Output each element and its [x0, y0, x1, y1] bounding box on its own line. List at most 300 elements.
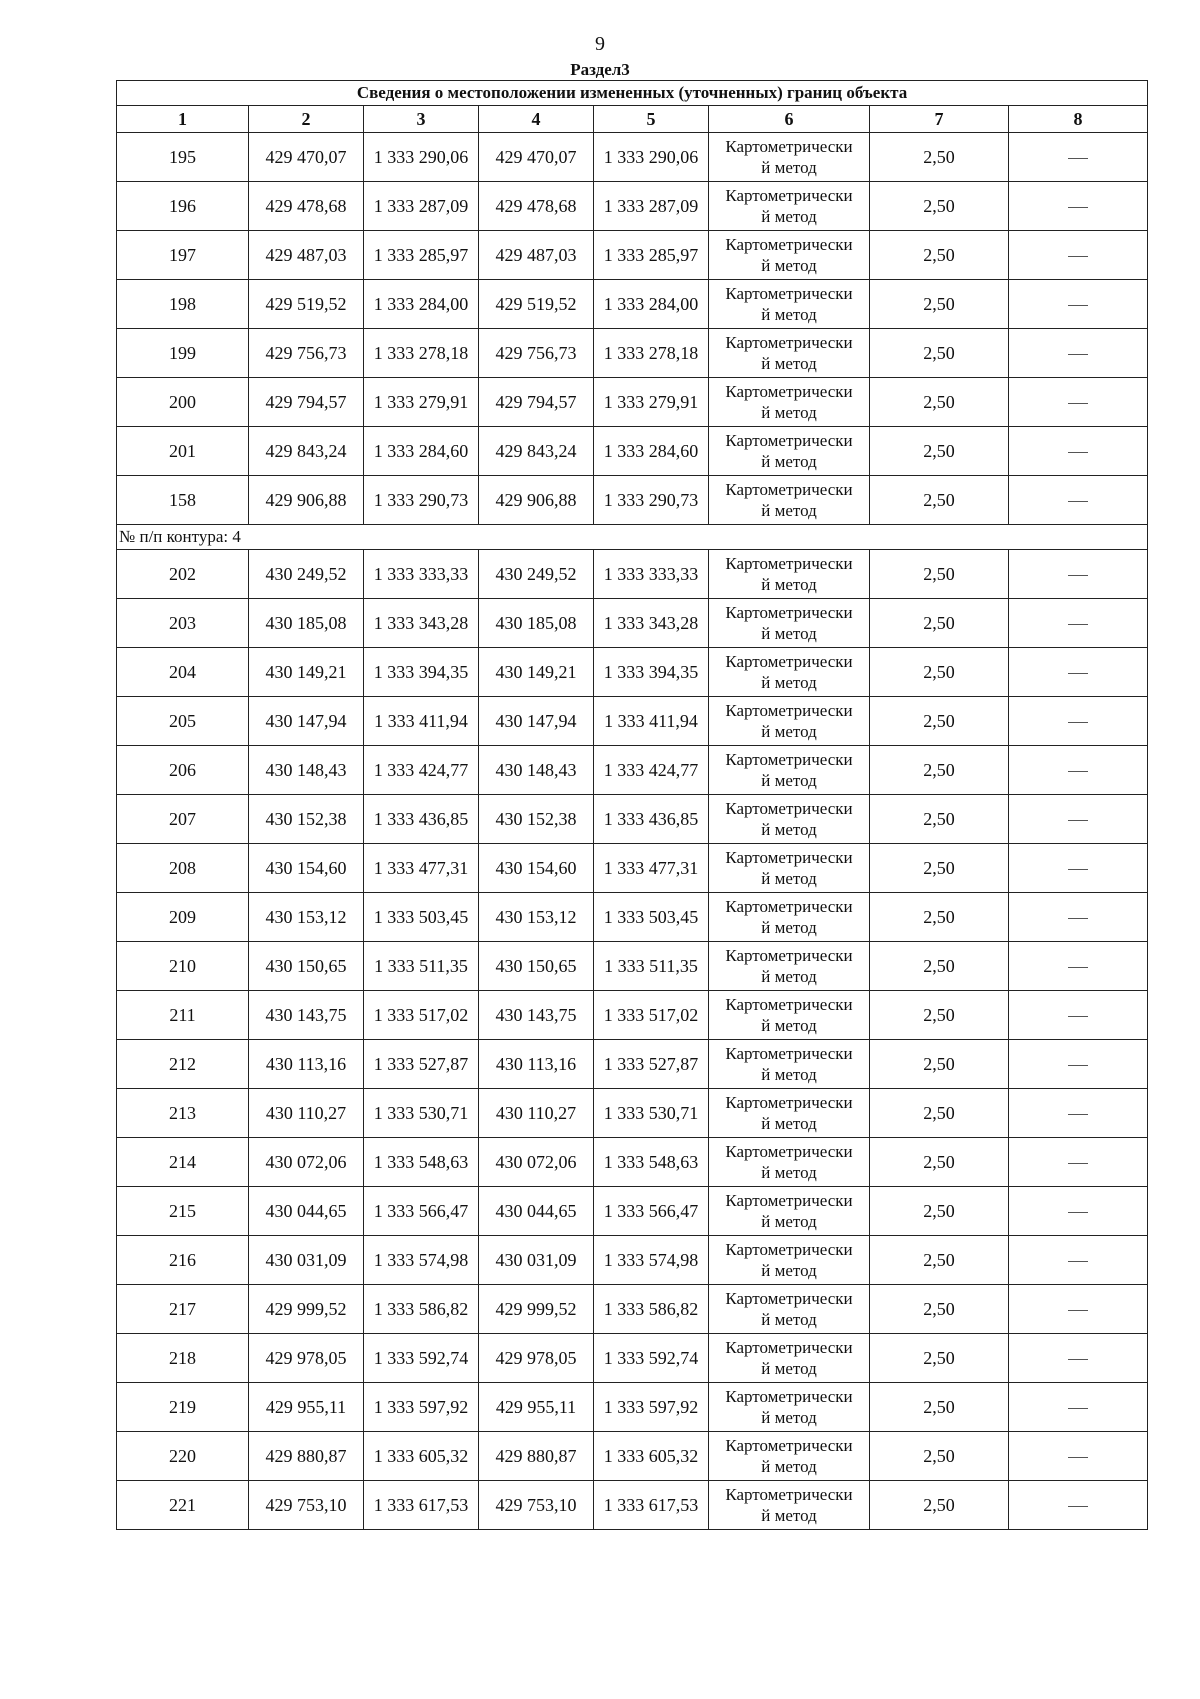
- method-cell: [709, 844, 870, 893]
- y-old-cell: 1 333 343,28: [364, 599, 479, 648]
- x-old-cell: 429 978,05: [249, 1334, 364, 1383]
- empty-value-cell: [1009, 1334, 1148, 1383]
- x-old-cell: 430 152,38: [249, 795, 364, 844]
- empty-value-cell: [1009, 648, 1148, 697]
- column-number-row: [117, 106, 1148, 133]
- point-number-cell: 195: [117, 133, 249, 182]
- method-text-line-2: й метод: [761, 403, 817, 422]
- method-text-line-2: й метод: [761, 918, 817, 937]
- method-cell: [709, 378, 870, 427]
- point-number-cell: 217: [117, 1285, 249, 1334]
- y-new-cell: 1 333 278,18: [594, 329, 709, 378]
- y-old-cell: 1 333 574,98: [364, 1236, 479, 1285]
- dash-icon: [1068, 1163, 1088, 1164]
- method-cell: [709, 1040, 870, 1089]
- dash-icon: [1068, 1016, 1088, 1017]
- empty-value-cell: [1009, 795, 1148, 844]
- y-old-cell: 1 333 548,63: [364, 1138, 479, 1187]
- y-new-cell: 1 333 284,60: [594, 427, 709, 476]
- method-text-line-1: Картометрически: [725, 701, 853, 720]
- point-number-cell: 206: [117, 746, 249, 795]
- x-new-cell: 429 999,52: [479, 1285, 594, 1334]
- method-cell: [709, 1285, 870, 1334]
- method-text-line-2: й метод: [761, 1212, 817, 1231]
- method-text-line-1: Картометрически: [725, 946, 853, 965]
- method-cell: [709, 648, 870, 697]
- method-text-line-2: й метод: [761, 354, 817, 373]
- x-new-cell: 429 794,57: [479, 378, 594, 427]
- x-old-cell: 430 072,06: [249, 1138, 364, 1187]
- y-new-cell: 1 333 527,87: [594, 1040, 709, 1089]
- y-old-cell: 1 333 527,87: [364, 1040, 479, 1089]
- method-text-line-1: Картометрически: [725, 652, 853, 671]
- table-row: [117, 746, 1148, 795]
- dash-icon: [1068, 1065, 1088, 1066]
- empty-value-cell: [1009, 697, 1148, 746]
- dash-icon: [1068, 403, 1088, 404]
- y-old-cell: 1 333 566,47: [364, 1187, 479, 1236]
- x-new-cell: 430 153,12: [479, 893, 594, 942]
- x-old-cell: 429 843,24: [249, 427, 364, 476]
- x-new-cell: 430 072,06: [479, 1138, 594, 1187]
- precision-cell: 2,50: [870, 844, 1009, 893]
- method-cell: [709, 133, 870, 182]
- precision-cell: 2,50: [870, 1334, 1009, 1383]
- x-new-cell: 430 249,52: [479, 550, 594, 599]
- empty-value-cell: [1009, 844, 1148, 893]
- empty-value-cell: [1009, 893, 1148, 942]
- method-cell: [709, 231, 870, 280]
- method-cell: [709, 329, 870, 378]
- x-new-cell: 429 906,88: [479, 476, 594, 525]
- point-number-cell: 201: [117, 427, 249, 476]
- method-cell: [709, 991, 870, 1040]
- y-new-cell: 1 333 343,28: [594, 599, 709, 648]
- empty-value-cell: [1009, 1383, 1148, 1432]
- empty-value-cell: [1009, 182, 1148, 231]
- point-number-cell: 200: [117, 378, 249, 427]
- precision-cell: 2,50: [870, 746, 1009, 795]
- x-new-cell: 429 843,24: [479, 427, 594, 476]
- method-cell: [709, 1481, 870, 1530]
- y-old-cell: 1 333 278,18: [364, 329, 479, 378]
- x-old-cell: 430 150,65: [249, 942, 364, 991]
- method-text-line-2: й метод: [761, 1114, 817, 1133]
- column-number: 1: [117, 106, 249, 133]
- method-text-line-2: й метод: [761, 1065, 817, 1084]
- method-cell: [709, 893, 870, 942]
- precision-cell: 2,50: [870, 991, 1009, 1040]
- table-row: [117, 550, 1148, 599]
- method-text-line-1: Картометрически: [725, 1044, 853, 1063]
- point-number-cell: 202: [117, 550, 249, 599]
- y-old-cell: 1 333 617,53: [364, 1481, 479, 1530]
- table-caption: Сведения о местоположении измененных (уточненных) границ объекта: [117, 81, 1148, 106]
- y-new-cell: 1 333 617,53: [594, 1481, 709, 1530]
- column-number: 8: [1009, 106, 1148, 133]
- y-new-cell: 1 333 586,82: [594, 1285, 709, 1334]
- page-number: 9: [595, 33, 605, 55]
- y-old-cell: 1 333 290,06: [364, 133, 479, 182]
- y-new-cell: 1 333 605,32: [594, 1432, 709, 1481]
- y-new-cell: 1 333 290,06: [594, 133, 709, 182]
- precision-cell: 2,50: [870, 1187, 1009, 1236]
- x-old-cell: 430 147,94: [249, 697, 364, 746]
- precision-cell: 2,50: [870, 795, 1009, 844]
- precision-cell: 2,50: [870, 1481, 1009, 1530]
- x-new-cell: 430 031,09: [479, 1236, 594, 1285]
- point-number-cell: 198: [117, 280, 249, 329]
- boundary-coordinates-table: [116, 80, 1148, 1530]
- x-old-cell: 429 487,03: [249, 231, 364, 280]
- y-old-cell: 1 333 530,71: [364, 1089, 479, 1138]
- dash-icon: [1068, 722, 1088, 723]
- table-row: [117, 795, 1148, 844]
- precision-cell: 2,50: [870, 1138, 1009, 1187]
- column-number: 5: [594, 106, 709, 133]
- empty-value-cell: [1009, 991, 1148, 1040]
- dash-icon: [1068, 624, 1088, 625]
- precision-cell: 2,50: [870, 329, 1009, 378]
- empty-value-cell: [1009, 550, 1148, 599]
- y-new-cell: 1 333 424,77: [594, 746, 709, 795]
- empty-value-cell: [1009, 231, 1148, 280]
- method-text-line-2: й метод: [761, 820, 817, 839]
- y-old-cell: 1 333 592,74: [364, 1334, 479, 1383]
- method-text-line-1: Картометрически: [725, 1387, 853, 1406]
- point-number-cell: 220: [117, 1432, 249, 1481]
- y-old-cell: 1 333 287,09: [364, 182, 479, 231]
- x-old-cell: 429 519,52: [249, 280, 364, 329]
- empty-value-cell: [1009, 1040, 1148, 1089]
- y-new-cell: 1 333 287,09: [594, 182, 709, 231]
- dash-icon: [1068, 256, 1088, 257]
- precision-cell: 2,50: [870, 697, 1009, 746]
- table-row: [117, 1334, 1148, 1383]
- x-old-cell: 429 794,57: [249, 378, 364, 427]
- table-row: [117, 1236, 1148, 1285]
- x-old-cell: 430 153,12: [249, 893, 364, 942]
- y-new-cell: 1 333 279,91: [594, 378, 709, 427]
- method-text-line-1: Картометрически: [725, 1093, 853, 1112]
- x-new-cell: 430 150,65: [479, 942, 594, 991]
- x-old-cell: 430 044,65: [249, 1187, 364, 1236]
- x-new-cell: 430 044,65: [479, 1187, 594, 1236]
- point-number-cell: 209: [117, 893, 249, 942]
- method-text-line-1: Картометрически: [725, 848, 853, 867]
- precision-cell: 2,50: [870, 599, 1009, 648]
- x-old-cell: 429 955,11: [249, 1383, 364, 1432]
- point-number-cell: 214: [117, 1138, 249, 1187]
- column-number: 4: [479, 106, 594, 133]
- y-new-cell: 1 333 548,63: [594, 1138, 709, 1187]
- point-number-cell: 199: [117, 329, 249, 378]
- method-text-line-1: Картометрически: [725, 186, 853, 205]
- precision-cell: 2,50: [870, 133, 1009, 182]
- x-old-cell: 429 756,73: [249, 329, 364, 378]
- table-row: [117, 1285, 1148, 1334]
- dash-icon: [1068, 1114, 1088, 1115]
- table-row: [117, 1432, 1148, 1481]
- method-text-line-1: Картометрически: [725, 897, 853, 916]
- y-new-cell: 1 333 592,74: [594, 1334, 709, 1383]
- contour-label: № п/п контура: 4: [117, 525, 1148, 550]
- point-number-cell: 212: [117, 1040, 249, 1089]
- table-row: [117, 231, 1148, 280]
- empty-value-cell: [1009, 476, 1148, 525]
- empty-value-cell: [1009, 1432, 1148, 1481]
- dash-icon: [1068, 1506, 1088, 1507]
- dash-icon: [1068, 1408, 1088, 1409]
- dash-icon: [1068, 354, 1088, 355]
- dash-icon: [1068, 207, 1088, 208]
- x-old-cell: 430 149,21: [249, 648, 364, 697]
- method-text-line-1: Картометрически: [725, 1240, 853, 1259]
- point-number-cell: 215: [117, 1187, 249, 1236]
- point-number-cell: 208: [117, 844, 249, 893]
- table-row: [117, 893, 1148, 942]
- y-old-cell: 1 333 333,33: [364, 550, 479, 599]
- dash-icon: [1068, 820, 1088, 821]
- y-old-cell: 1 333 285,97: [364, 231, 479, 280]
- point-number-cell: 218: [117, 1334, 249, 1383]
- y-new-cell: 1 333 290,73: [594, 476, 709, 525]
- table-row: [117, 1481, 1148, 1530]
- precision-cell: 2,50: [870, 1383, 1009, 1432]
- dash-icon: [1068, 967, 1088, 968]
- y-new-cell: 1 333 411,94: [594, 697, 709, 746]
- method-cell: [709, 697, 870, 746]
- y-new-cell: 1 333 566,47: [594, 1187, 709, 1236]
- dash-icon: [1068, 501, 1088, 502]
- x-old-cell: 430 249,52: [249, 550, 364, 599]
- x-new-cell: 429 955,11: [479, 1383, 594, 1432]
- method-text-line-2: й метод: [761, 501, 817, 520]
- y-new-cell: 1 333 394,35: [594, 648, 709, 697]
- dash-icon: [1068, 1359, 1088, 1360]
- method-cell: [709, 1432, 870, 1481]
- x-new-cell: 429 470,07: [479, 133, 594, 182]
- x-old-cell: 429 753,10: [249, 1481, 364, 1530]
- point-number-cell: 221: [117, 1481, 249, 1530]
- method-text-line-2: й метод: [761, 967, 817, 986]
- method-cell: [709, 1236, 870, 1285]
- method-text-line-2: й метод: [761, 1457, 817, 1476]
- dash-icon: [1068, 305, 1088, 306]
- y-new-cell: 1 333 530,71: [594, 1089, 709, 1138]
- y-new-cell: 1 333 284,00: [594, 280, 709, 329]
- x-new-cell: 430 113,16: [479, 1040, 594, 1089]
- y-new-cell: 1 333 436,85: [594, 795, 709, 844]
- point-number-cell: 219: [117, 1383, 249, 1432]
- precision-cell: 2,50: [870, 1432, 1009, 1481]
- table-row: [117, 648, 1148, 697]
- empty-value-cell: [1009, 1285, 1148, 1334]
- dash-icon: [1068, 452, 1088, 453]
- empty-value-cell: [1009, 1138, 1148, 1187]
- method-text-line-2: й метод: [761, 673, 817, 692]
- table-row: [117, 1187, 1148, 1236]
- x-old-cell: 430 154,60: [249, 844, 364, 893]
- method-text-line-1: Картометрически: [725, 995, 853, 1014]
- table-row: [117, 329, 1148, 378]
- precision-cell: 2,50: [870, 182, 1009, 231]
- method-text-line-1: Картометрически: [725, 750, 853, 769]
- table-body: [117, 133, 1148, 1530]
- method-text-line-2: й метод: [761, 771, 817, 790]
- y-new-cell: 1 333 574,98: [594, 1236, 709, 1285]
- method-text-line-1: Картометрически: [725, 284, 853, 303]
- dash-icon: [1068, 1310, 1088, 1311]
- table-row: [117, 844, 1148, 893]
- x-old-cell: 430 031,09: [249, 1236, 364, 1285]
- y-new-cell: 1 333 477,31: [594, 844, 709, 893]
- table-row: [117, 427, 1148, 476]
- x-new-cell: 429 487,03: [479, 231, 594, 280]
- y-old-cell: 1 333 586,82: [364, 1285, 479, 1334]
- point-number-cell: 216: [117, 1236, 249, 1285]
- method-text-line-1: Картометрически: [725, 1485, 853, 1504]
- empty-value-cell: [1009, 329, 1148, 378]
- x-old-cell: 429 470,07: [249, 133, 364, 182]
- method-text-line-1: Картометрически: [725, 799, 853, 818]
- empty-value-cell: [1009, 427, 1148, 476]
- method-text-line-1: Картометрически: [725, 1338, 853, 1357]
- y-old-cell: 1 333 597,92: [364, 1383, 479, 1432]
- method-text-line-2: й метод: [761, 1359, 817, 1378]
- method-text-line-1: Картометрически: [725, 431, 853, 450]
- method-cell: [709, 427, 870, 476]
- point-number-cell: 211: [117, 991, 249, 1040]
- y-new-cell: 1 333 285,97: [594, 231, 709, 280]
- x-new-cell: 430 185,08: [479, 599, 594, 648]
- y-new-cell: 1 333 333,33: [594, 550, 709, 599]
- y-old-cell: 1 333 517,02: [364, 991, 479, 1040]
- empty-value-cell: [1009, 599, 1148, 648]
- x-new-cell: 429 880,87: [479, 1432, 594, 1481]
- y-new-cell: 1 333 511,35: [594, 942, 709, 991]
- precision-cell: 2,50: [870, 378, 1009, 427]
- method-text-line-1: Картометрически: [725, 137, 853, 156]
- method-text-line-1: Картометрически: [725, 1289, 853, 1308]
- y-new-cell: 1 333 503,45: [594, 893, 709, 942]
- y-old-cell: 1 333 436,85: [364, 795, 479, 844]
- method-cell: [709, 476, 870, 525]
- x-new-cell: 429 978,05: [479, 1334, 594, 1383]
- dash-icon: [1068, 1457, 1088, 1458]
- empty-value-cell: [1009, 280, 1148, 329]
- x-new-cell: 429 756,73: [479, 329, 594, 378]
- method-cell: [709, 1383, 870, 1432]
- column-number: 2: [249, 106, 364, 133]
- y-old-cell: 1 333 284,60: [364, 427, 479, 476]
- table-row: [117, 942, 1148, 991]
- precision-cell: 2,50: [870, 648, 1009, 697]
- method-cell: [709, 182, 870, 231]
- empty-value-cell: [1009, 746, 1148, 795]
- table-row: [117, 1089, 1148, 1138]
- method-cell: [709, 280, 870, 329]
- method-text-line-2: й метод: [761, 256, 817, 275]
- x-new-cell: 430 154,60: [479, 844, 594, 893]
- dash-icon: [1068, 158, 1088, 159]
- x-old-cell: 430 143,75: [249, 991, 364, 1040]
- method-text-line-2: й метод: [761, 1163, 817, 1182]
- y-old-cell: 1 333 424,77: [364, 746, 479, 795]
- empty-value-cell: [1009, 1481, 1148, 1530]
- x-new-cell: 430 149,21: [479, 648, 594, 697]
- precision-cell: 2,50: [870, 231, 1009, 280]
- empty-value-cell: [1009, 942, 1148, 991]
- method-cell: [709, 550, 870, 599]
- x-old-cell: 429 880,87: [249, 1432, 364, 1481]
- y-old-cell: 1 333 605,32: [364, 1432, 479, 1481]
- x-old-cell: 430 148,43: [249, 746, 364, 795]
- method-text-line-1: Картометрически: [725, 235, 853, 254]
- table-row: [117, 1040, 1148, 1089]
- dash-icon: [1068, 575, 1088, 576]
- y-old-cell: 1 333 511,35: [364, 942, 479, 991]
- y-old-cell: 1 333 411,94: [364, 697, 479, 746]
- y-old-cell: 1 333 290,73: [364, 476, 479, 525]
- method-text-line-1: Картометрически: [725, 1191, 853, 1210]
- empty-value-cell: [1009, 133, 1148, 182]
- x-old-cell: 429 906,88: [249, 476, 364, 525]
- dash-icon: [1068, 918, 1088, 919]
- method-text-line-2: й метод: [761, 305, 817, 324]
- precision-cell: 2,50: [870, 427, 1009, 476]
- table-row: [117, 1383, 1148, 1432]
- x-new-cell: 429 519,52: [479, 280, 594, 329]
- y-old-cell: 1 333 394,35: [364, 648, 479, 697]
- method-text-line-2: й метод: [761, 869, 817, 888]
- x-new-cell: 430 147,94: [479, 697, 594, 746]
- column-number: 3: [364, 106, 479, 133]
- method-text-line-2: й метод: [761, 452, 817, 471]
- method-text-line-1: Картометрически: [725, 480, 853, 499]
- method-text-line-2: й метод: [761, 207, 817, 226]
- table-row: [117, 182, 1148, 231]
- y-old-cell: 1 333 477,31: [364, 844, 479, 893]
- dash-icon: [1068, 1212, 1088, 1213]
- x-old-cell: 430 185,08: [249, 599, 364, 648]
- point-number-cell: 207: [117, 795, 249, 844]
- y-old-cell: 1 333 284,00: [364, 280, 479, 329]
- table-row: [117, 133, 1148, 182]
- y-new-cell: 1 333 597,92: [594, 1383, 709, 1432]
- point-number-cell: 197: [117, 231, 249, 280]
- method-text-line-1: Картометрически: [725, 603, 853, 622]
- x-old-cell: 430 110,27: [249, 1089, 364, 1138]
- method-text-line-1: Картометрически: [725, 382, 853, 401]
- method-cell: [709, 1089, 870, 1138]
- x-old-cell: 429 478,68: [249, 182, 364, 231]
- method-text-line-2: й метод: [761, 722, 817, 741]
- contour-row: [117, 525, 1148, 550]
- point-number-cell: 213: [117, 1089, 249, 1138]
- point-number-cell: 203: [117, 599, 249, 648]
- precision-cell: 2,50: [870, 942, 1009, 991]
- table-row: [117, 697, 1148, 746]
- empty-value-cell: [1009, 1089, 1148, 1138]
- point-number-cell: 210: [117, 942, 249, 991]
- table-row: [117, 280, 1148, 329]
- x-new-cell: 429 478,68: [479, 182, 594, 231]
- y-new-cell: 1 333 517,02: [594, 991, 709, 1040]
- method-cell: [709, 746, 870, 795]
- method-text-line-1: Картометрически: [725, 1142, 853, 1161]
- method-text-line-2: й метод: [761, 1408, 817, 1427]
